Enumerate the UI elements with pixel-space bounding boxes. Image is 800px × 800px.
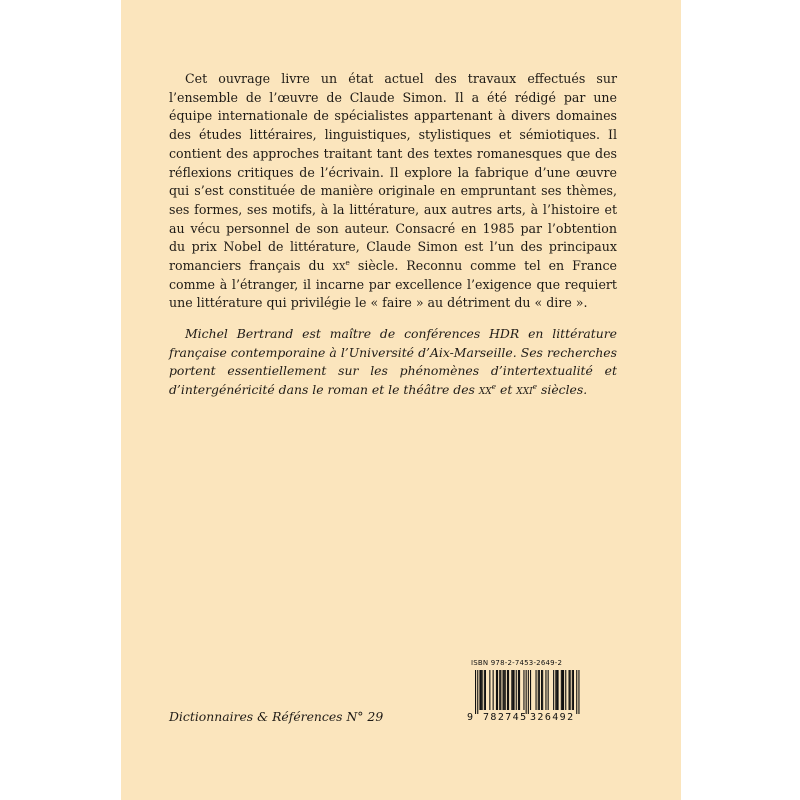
barcode-bar (516, 670, 517, 710)
barcode-bar (539, 670, 540, 710)
barcode-bar (562, 670, 563, 710)
barcode-bar (556, 670, 557, 710)
barcode-bar (548, 670, 549, 710)
bio-and: et (496, 381, 517, 397)
author-bio (169, 325, 617, 399)
barcode-bar (493, 670, 494, 710)
century-numeral-20: xx (478, 381, 492, 397)
barcode-bar (481, 670, 482, 710)
barcode-bar (485, 670, 486, 710)
summary-text-part1: Cet ouvrage livre un état actuel des travaux effectués sur l’ensemble de l’œuvre de Claude Simon. Il a été rédigé par une équipe internationale de spécialistes appartenant à divers domaines des études littéraires, linguistiques, stylistiques et sémiotiques. Il contient des approches traitant tant des textes romanesques que des réflexions critiques de l’écrivain. Il explore la fabrique d’une œuvre qui s’est constituée de manière originale en empruntant ses thèmes, ses formes, ses motifs, à la littérature, aux autres arts, à l’histoire et au vécu personnel de son auteur. Consacré en 1985 par l’obtention du prix Nobel de littérature, Claude Simon est l’un des principaux romanciers français du (169, 71, 617, 274)
ean-left-group: 782745 (483, 712, 528, 723)
isbn-barcode (465, 657, 589, 727)
barcode-bar (561, 670, 562, 710)
barcode-bar (511, 670, 512, 710)
barcode-bar (499, 670, 500, 710)
book-summary (169, 70, 617, 313)
barcode-bar (576, 670, 577, 714)
barcode-bar (572, 670, 573, 710)
century-superscript-21: e (532, 381, 538, 391)
barcode-bar (482, 670, 483, 710)
barcode-bar (569, 670, 570, 710)
ean-first-digit: 9 (467, 712, 474, 723)
barcode-bar (518, 670, 519, 710)
barcode-bar (504, 670, 505, 710)
back-cover (121, 0, 681, 800)
barcode-bar (508, 670, 509, 710)
barcode-bar (497, 670, 498, 710)
barcode-bar (536, 670, 537, 710)
century-numeral-21: xxi (516, 381, 533, 397)
bio-text-part2: siècles. (537, 381, 588, 397)
ean-right-group: 326492 (530, 712, 575, 723)
barcode-bar (514, 670, 515, 710)
barcode-bar (512, 670, 513, 710)
isbn-label: ISBN 978-2-7453-2649-2 (471, 659, 563, 667)
barcode-bar (545, 670, 546, 710)
century-superscript: e (345, 257, 350, 267)
barcode-bar (505, 670, 506, 710)
barcode-bar (519, 670, 520, 710)
barcode-bars (465, 670, 589, 714)
barcode-bar (528, 670, 529, 714)
barcode-bar (523, 670, 524, 710)
barcode-bar (484, 670, 485, 710)
barcode-bar (541, 670, 542, 710)
barcode-bar (489, 670, 490, 710)
barcode-bar (500, 670, 501, 710)
summary-text-part2: siècle. Reconnu comme tel en France comme à l’étranger, il incarne par excellence l’exigence que requiert une littérature qui privilégie le « faire » au détriment du « dire ». (169, 258, 617, 311)
barcode-bar (538, 670, 539, 710)
century-superscript-20: e (491, 381, 497, 391)
barcode-bar (503, 670, 504, 710)
barcode-bar (496, 670, 497, 710)
barcode-bar (565, 670, 566, 710)
barcode-bar (479, 670, 480, 710)
series-name: Dictionnaires & Références N° 29 (169, 709, 384, 724)
barcode-bar (563, 670, 564, 710)
barcode-bar (558, 670, 559, 710)
barcode-bar (477, 670, 478, 714)
barcode-bar (530, 670, 531, 710)
barcode-bar (475, 670, 476, 714)
barcode-bar (542, 670, 543, 710)
bio-text-part1: Michel Bertrand est maître de conférences HDR en littérature française contemporaine à l’Université d’Aix-Marseille. Ses recherches portent essentiellement sur les phénomènes d’intertextualité et d’intergénéricité dans le roman et le théâtre des (169, 326, 617, 397)
barcode-bar (578, 670, 579, 714)
barcode-bar (507, 670, 508, 710)
barcode-bar (526, 670, 527, 714)
century-numeral: xx (332, 258, 346, 274)
barcode-bar (555, 670, 556, 710)
barcode-bar (553, 670, 554, 710)
barcode-bar (573, 670, 574, 710)
barcode-bar (570, 670, 571, 710)
